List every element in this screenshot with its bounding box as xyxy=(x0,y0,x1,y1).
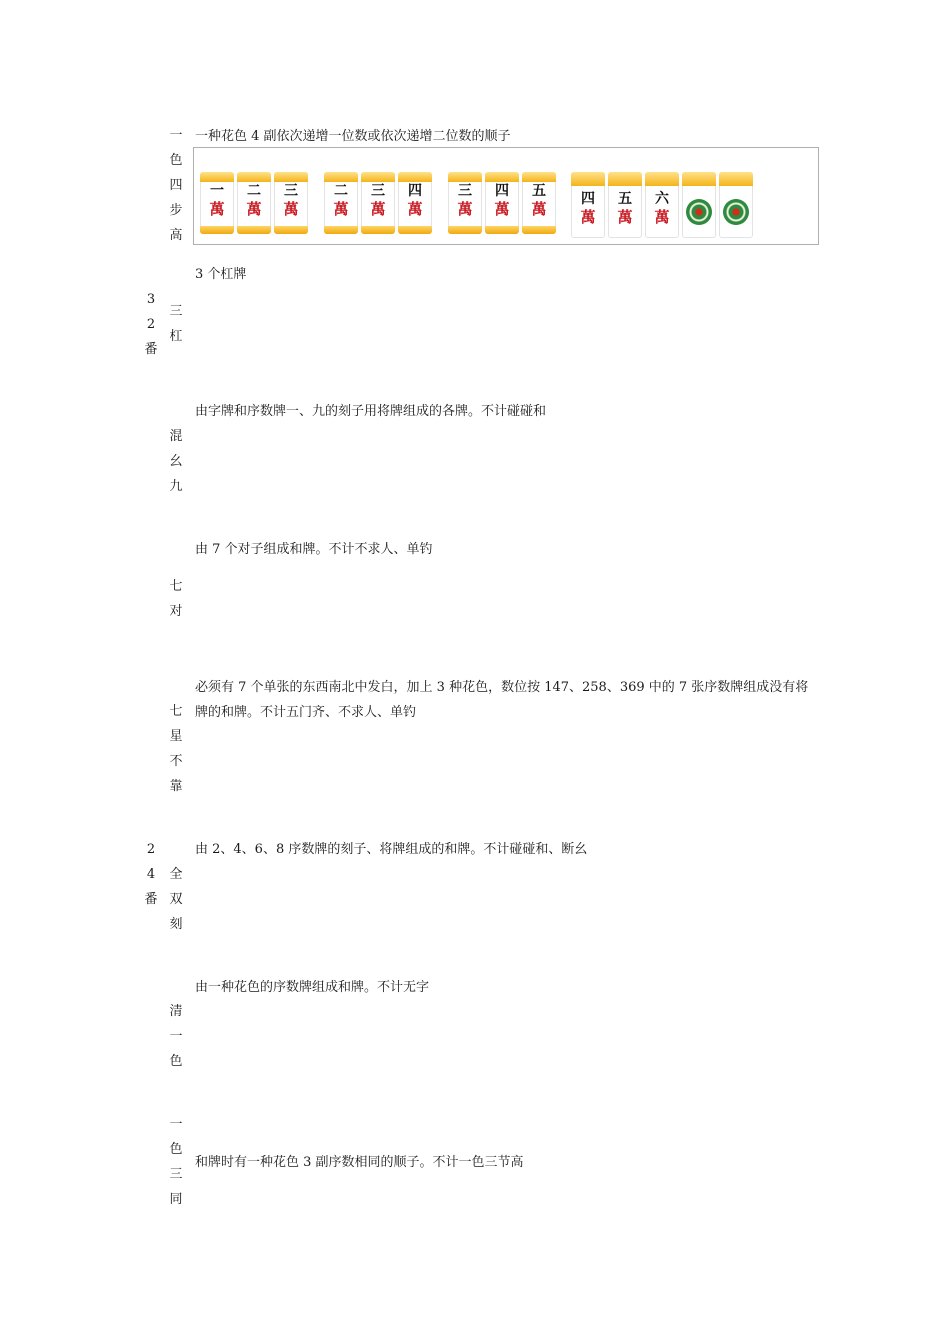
fan-description: 一种花色 4 副依次递增一位数或依次递增二位数的顺子 xyxy=(195,129,511,144)
fan-name-char: 七 xyxy=(169,704,183,719)
mahjong-tile: 一 萬 xyxy=(200,172,234,234)
mahjong-tile: 二 萬 xyxy=(237,172,271,234)
fan-name-char: 色 xyxy=(169,1142,183,1157)
fan-name-char: 步 xyxy=(169,203,183,218)
mahjong-tile: 二 萬 xyxy=(324,172,358,234)
mahjong-tile: 四 萬 xyxy=(398,172,432,234)
mahjong-tile: 三 萬 xyxy=(361,172,395,234)
fan-name-char: 清 xyxy=(169,1004,183,1019)
mahjong-tile: 三 萬 xyxy=(448,172,482,234)
mahjong-tile: 四 萬 xyxy=(485,172,519,234)
points-char: 4 xyxy=(146,867,156,882)
fan-description: 3 个杠牌 xyxy=(195,267,247,282)
fan-name-char: 九 xyxy=(169,479,183,494)
fan-name-char: 七 xyxy=(169,579,183,594)
mahjong-tile: 五 萬 xyxy=(522,172,556,234)
mahjong-tile-dot xyxy=(682,172,716,238)
fan-description: 由一种花色的序数牌组成和牌。不计无字 xyxy=(195,980,430,995)
fan-name-char: 星 xyxy=(169,729,183,744)
mahjong-tile: 四 萬 xyxy=(571,172,605,238)
fan-description: 由 7 个对子组成和牌。不计不求人、单钓 xyxy=(195,542,433,557)
mahjong-tile: 六 萬 xyxy=(645,172,679,238)
fan-name-char: 高 xyxy=(169,228,183,243)
mahjong-tile-dot xyxy=(719,172,753,238)
fan-name-char: 不 xyxy=(169,754,183,769)
fan-name-char: 同 xyxy=(169,1192,183,1207)
fan-name-char: 三 xyxy=(169,1167,183,1182)
points-char: 2 xyxy=(146,842,156,857)
fan-name-char: 色 xyxy=(169,1054,183,1069)
fan-description: 由 2、4、6、8 序数牌的刻子、将牌组成的和牌。不计碰碰和、断幺 xyxy=(195,842,588,857)
points-char: 2 xyxy=(146,317,156,332)
fan-name-char: 靠 xyxy=(169,779,183,794)
fan-description: 由字牌和序数牌一、九的刻子用将牌组成的各牌。不计碰碰和 xyxy=(195,404,547,419)
points-char: 番 xyxy=(144,342,158,357)
tile-example-image xyxy=(193,147,819,245)
fan-name-char: 一 xyxy=(169,1117,183,1132)
fan-name-char: 杠 xyxy=(169,329,183,344)
fan-name-char: 一 xyxy=(169,128,183,143)
fan-name-char: 混 xyxy=(169,429,183,444)
fan-name-char: 色 xyxy=(169,153,183,168)
fan-description: 和牌时有一种花色 3 副序数相同的顺子。不计一色三节高 xyxy=(195,1155,524,1170)
fan-name-char: 一 xyxy=(169,1029,183,1044)
fan-description: 必须有 7 个单张的东西南北中发白，加上 3 种花色，数位按 147、258、369 中的 7 张序数牌组成没有将牌的和牌。不计五门齐、不求人、单钓 xyxy=(195,680,809,720)
points-char: 3 xyxy=(146,292,156,307)
fan-name-char: 三 xyxy=(169,304,183,319)
fan-name-char: 四 xyxy=(169,178,183,193)
mahjong-tile: 三 萬 xyxy=(274,172,308,234)
fan-name-char: 全 xyxy=(169,867,183,882)
points-char: 番 xyxy=(144,892,158,907)
mahjong-tile: 五 萬 xyxy=(608,172,642,238)
fan-name-char: 刻 xyxy=(169,917,183,932)
fan-name-char: 对 xyxy=(169,604,183,619)
fan-name-char: 双 xyxy=(169,892,183,907)
fan-name-char: 幺 xyxy=(169,454,183,469)
